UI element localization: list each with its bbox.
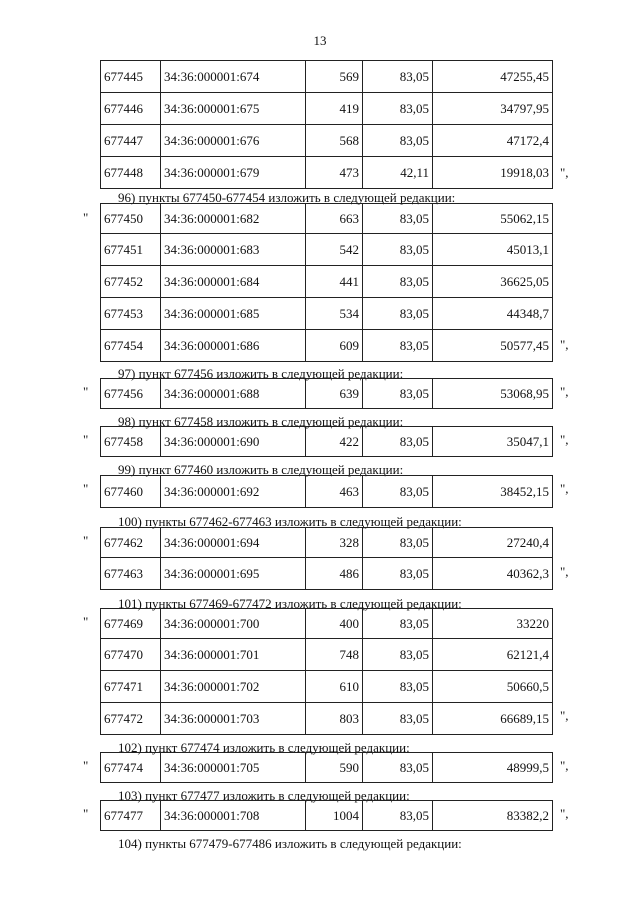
cell-area: 463 (306, 476, 363, 508)
table-row (101, 671, 553, 703)
cell-number: 677470 (101, 639, 161, 671)
cell-value: 33220 (433, 609, 553, 639)
cell-cadastral: 34:36:000001:700 (161, 609, 306, 639)
cell-area: 441 (306, 266, 363, 298)
section-caption: 100) пункты 677462-677463 изложить в следующей редакции: (118, 514, 462, 529)
cell-area: 486 (306, 558, 363, 590)
close-quote: ", (560, 481, 569, 496)
open-quote: " (83, 210, 89, 225)
table-row (101, 528, 553, 558)
cell-value: 83382,2 (433, 801, 553, 831)
table-row (101, 93, 553, 125)
cell-cadastral: 34:36:000001:694 (161, 528, 306, 558)
open-quote: " (83, 614, 89, 629)
cell-area: 803 (306, 703, 363, 735)
open-quote: " (83, 758, 89, 773)
cell-area: 419 (306, 93, 363, 125)
cell-number: 677469 (101, 609, 161, 639)
parcel-table (100, 378, 553, 409)
section-caption: 101) пункты 677469-677472 изложить в следующей редакции: (118, 596, 462, 611)
cell-cadastral: 34:36:000001:684 (161, 266, 306, 298)
cell-cadastral: 34:36:000001:685 (161, 298, 306, 330)
table-row (101, 298, 553, 330)
cell-area: 590 (306, 753, 363, 783)
cell-number: 677471 (101, 671, 161, 703)
cell-cadastral: 34:36:000001:683 (161, 234, 306, 266)
cell-value: 27240,4 (433, 528, 553, 558)
cell-area: 663 (306, 204, 363, 234)
cell-value: 47255,45 (433, 61, 553, 93)
close-quote: ", (560, 806, 569, 821)
cell-number: 677458 (101, 427, 161, 457)
section-caption: 99) пункт 677460 изложить в следующей редакции: (118, 462, 404, 477)
cell-cadastral: 34:36:000001:708 (161, 801, 306, 831)
table-row (101, 427, 553, 457)
open-quote: " (83, 384, 89, 399)
cell-area: 609 (306, 330, 363, 362)
parcel-table (100, 800, 553, 831)
cell-cadastral: 34:36:000001:674 (161, 61, 306, 93)
cell-number: 677477 (101, 801, 161, 831)
cell-cadastral: 34:36:000001:690 (161, 427, 306, 457)
cell-value: 38452,15 (433, 476, 553, 508)
page-number: 13 (313, 33, 327, 48)
table-row (101, 234, 553, 266)
cell-number: 677463 (101, 558, 161, 590)
table-row (101, 157, 553, 189)
open-quote: " (83, 533, 89, 548)
table-row (101, 125, 553, 157)
cell-number: 677456 (101, 379, 161, 409)
cell-rate: 83,05 (363, 125, 433, 157)
cell-value: 34797,95 (433, 93, 553, 125)
cell-number: 677446 (101, 93, 161, 125)
table-row (101, 801, 553, 831)
cell-value: 53068,95 (433, 379, 553, 409)
table-row (101, 558, 553, 590)
parcel-table (100, 527, 553, 590)
cell-area: 422 (306, 427, 363, 457)
cell-number: 677454 (101, 330, 161, 362)
cell-number: 677450 (101, 204, 161, 234)
cell-rate: 83,05 (363, 204, 433, 234)
cell-value: 47172,4 (433, 125, 553, 157)
cell-number: 677447 (101, 125, 161, 157)
cell-rate: 83,05 (363, 266, 433, 298)
cell-area: 534 (306, 298, 363, 330)
table-row (101, 753, 553, 783)
cell-value: 50660,5 (433, 671, 553, 703)
close-quote: ", (560, 708, 569, 723)
table-row (101, 476, 553, 508)
close-quote: ", (560, 165, 569, 180)
cell-value: 40362,3 (433, 558, 553, 590)
cell-value: 66689,15 (433, 703, 553, 735)
cell-area: 748 (306, 639, 363, 671)
cell-rate: 83,05 (363, 298, 433, 330)
section-caption: 97) пункт 677456 изложить в следующей редакции: (118, 366, 404, 381)
section-caption: 102) пункт 677474 изложить в следующей редакции: (118, 740, 410, 755)
cell-cadastral: 34:36:000001:675 (161, 93, 306, 125)
parcel-table (100, 752, 553, 783)
cell-number: 677460 (101, 476, 161, 508)
table-row (101, 266, 553, 298)
cell-cadastral: 34:36:000001:705 (161, 753, 306, 783)
cell-cadastral: 34:36:000001:686 (161, 330, 306, 362)
table-row (101, 609, 553, 639)
cell-area: 328 (306, 528, 363, 558)
cell-rate: 83,05 (363, 558, 433, 590)
cell-cadastral: 34:36:000001:703 (161, 703, 306, 735)
cell-number: 677462 (101, 528, 161, 558)
cell-value: 62121,4 (433, 639, 553, 671)
cell-cadastral: 34:36:000001:695 (161, 558, 306, 590)
table-row (101, 61, 553, 93)
cell-rate: 83,05 (363, 93, 433, 125)
cell-cadastral: 34:36:000001:692 (161, 476, 306, 508)
cell-value: 48999,5 (433, 753, 553, 783)
cell-area: 400 (306, 609, 363, 639)
cell-number: 677472 (101, 703, 161, 735)
cell-cadastral: 34:36:000001:688 (161, 379, 306, 409)
cell-cadastral: 34:36:000001:682 (161, 204, 306, 234)
cell-area: 568 (306, 125, 363, 157)
parcel-table (100, 608, 553, 735)
section-caption: 104) пункты 677479-677486 изложить в следующей редакции: (118, 836, 462, 851)
cell-rate: 83,05 (363, 476, 433, 508)
cell-number: 677451 (101, 234, 161, 266)
cell-value: 35047,1 (433, 427, 553, 457)
cell-number: 677452 (101, 266, 161, 298)
close-quote: ", (560, 384, 569, 399)
cell-rate: 83,05 (363, 330, 433, 362)
parcel-table (100, 475, 553, 508)
cell-value: 36625,05 (433, 266, 553, 298)
table-row (101, 639, 553, 671)
cell-value: 50577,45 (433, 330, 553, 362)
cell-rate: 83,05 (363, 61, 433, 93)
close-quote: ", (560, 432, 569, 447)
cell-cadastral: 34:36:000001:679 (161, 157, 306, 189)
parcel-table (100, 426, 553, 457)
section-caption: 96) пункты 677450-677454 изложить в следующей редакции: (118, 190, 456, 205)
cell-cadastral: 34:36:000001:701 (161, 639, 306, 671)
cell-rate: 83,05 (363, 801, 433, 831)
cell-rate: 83,05 (363, 753, 433, 783)
cell-rate: 83,05 (363, 427, 433, 457)
cell-rate: 83,05 (363, 639, 433, 671)
cell-value: 45013,1 (433, 234, 553, 266)
section-caption: 103) пункт 677477 изложить в следующей редакции: (118, 788, 410, 803)
parcel-table (100, 203, 553, 362)
cell-cadastral: 34:36:000001:702 (161, 671, 306, 703)
cell-rate: 83,05 (363, 528, 433, 558)
table-row (101, 330, 553, 362)
cell-area: 1004 (306, 801, 363, 831)
cell-number: 677474 (101, 753, 161, 783)
cell-value: 19918,03 (433, 157, 553, 189)
close-quote: ", (560, 564, 569, 579)
cell-area: 473 (306, 157, 363, 189)
table-row (101, 703, 553, 735)
open-quote: " (83, 806, 89, 821)
table-row (101, 204, 553, 234)
cell-number: 677448 (101, 157, 161, 189)
parcel-table (100, 60, 553, 189)
section-caption: 98) пункт 677458 изложить в следующей редакции: (118, 414, 404, 429)
close-quote: ", (560, 758, 569, 773)
open-quote: " (83, 481, 89, 496)
table-row (101, 379, 553, 409)
cell-number: 677453 (101, 298, 161, 330)
cell-area: 569 (306, 61, 363, 93)
cell-value: 55062,15 (433, 204, 553, 234)
cell-area: 639 (306, 379, 363, 409)
cell-value: 44348,7 (433, 298, 553, 330)
cell-rate: 83,05 (363, 703, 433, 735)
cell-number: 677445 (101, 61, 161, 93)
cell-cadastral: 34:36:000001:676 (161, 125, 306, 157)
cell-rate: 83,05 (363, 379, 433, 409)
cell-area: 610 (306, 671, 363, 703)
close-quote: ", (560, 337, 569, 352)
cell-rate: 83,05 (363, 234, 433, 266)
open-quote: " (83, 432, 89, 447)
cell-area: 542 (306, 234, 363, 266)
cell-rate: 83,05 (363, 609, 433, 639)
cell-rate: 83,05 (363, 671, 433, 703)
cell-rate: 42,11 (363, 157, 433, 189)
